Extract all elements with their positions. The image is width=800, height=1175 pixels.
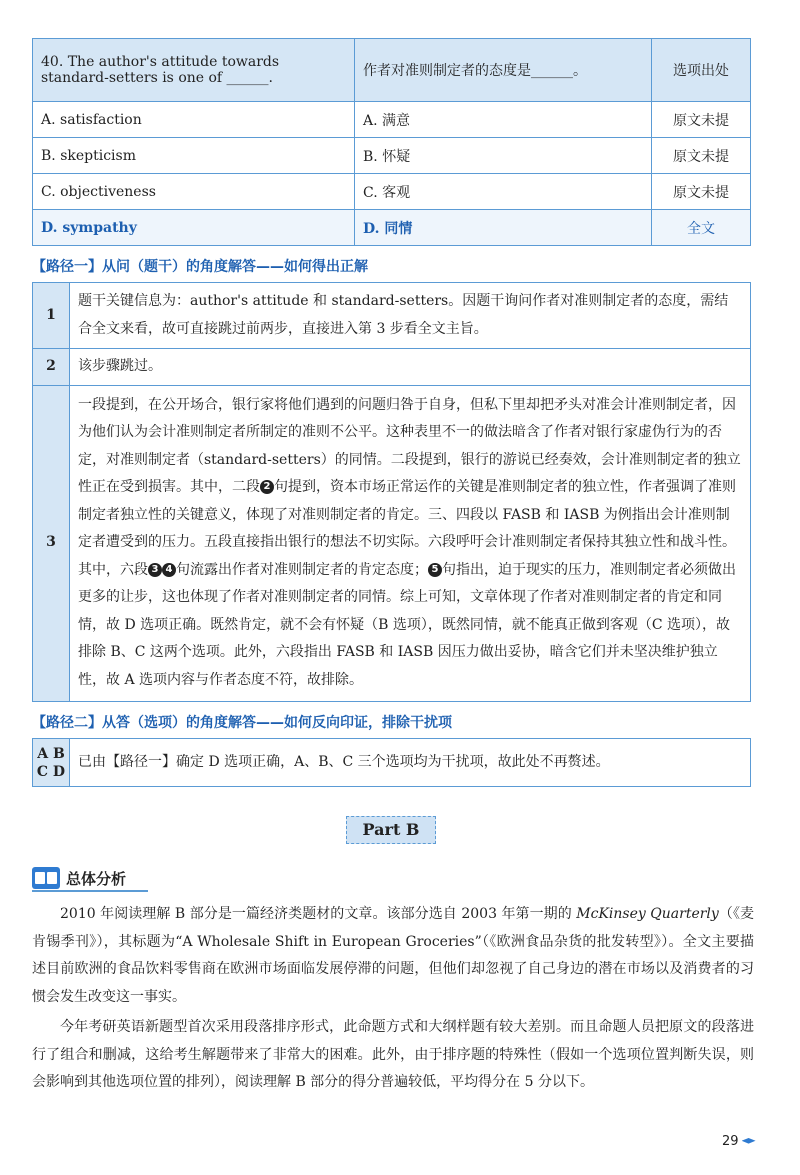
step3-text-3: 句流露出作者对准则制定者的肯定态度； (176, 561, 428, 578)
step-text (70, 385, 751, 701)
step-number: 2 (33, 349, 70, 386)
answer-option-source: 全文 (652, 210, 751, 246)
paragraph-2: 今年考研英语新题型首次采用段落排序形式，此命题方式和大纲样题有较大差别。而且命题人员把原文的段落进行了组合和删减，这给考生解题带来了非常大的困难。此外，由于排序题的特殊性（假如一个选项位置判断失误，则会影响到其他选项位置的排列），阅读理解 B 部分的得分普遍较低，平均得分在 5 分以下。 (32, 1019, 754, 1090)
step-number: 3 (33, 385, 70, 701)
option-zh: B. 怀疑 (355, 138, 652, 174)
sentence-marker: 2 (260, 480, 274, 494)
para1-a: 2010 年阅读理解 B 部分是一篇经济类题材的文章。该部分选自 2003 年第一期的 (60, 906, 577, 922)
options-label (33, 739, 70, 787)
path1-steps-table (32, 282, 751, 702)
step3-text-1: 一段提到，在公开场合，银行家将他们遇到的问题归咎于自身，但私下里却把矛头对准会计准则制定者，因为他们认为会计准则制定者所制定的准则不公平。这种表里不一的做法暗含了作者对银行家虚伪行为的否定，对准则制定者（standard-setters）的同情。二段提到，银行的游说已经奏效，会计准则制定者的独立性正在受到损害。其中，二段 (78, 396, 741, 496)
source-header: 选项出处 (652, 39, 751, 102)
option-source: 原文未提 (652, 174, 751, 210)
book-icon (32, 867, 60, 889)
question-en: 40. The author's attitude towards standard-setters is one of ______. (33, 39, 355, 102)
answer-option-zh: D. 同情 (355, 210, 652, 246)
path2-heading: 【路径二】从答（选项）的角度解答——如何反向印证，排除干扰项 (32, 715, 452, 731)
para1-b: （《麦肯锡季刊》），其标题为“A Wholesale Shift in European Groceries”（《欧洲食品杂货的批发转型》）。全文主要描述目前欧洲的食品饮料零售商在欧洲市场面临发展停滞的问题，但他们却忽视了自己身边的潜在市场以及消费者的习惯会发生改变这一事实。 (32, 906, 755, 1005)
question-table (32, 38, 751, 246)
journal-name: McKinsey Quarterly (576, 906, 719, 922)
sentence-marker: 3 (148, 563, 162, 577)
path2-table (32, 738, 751, 787)
path1-heading: 【路径一】从问（题干）的角度解答——如何得出正解 (32, 259, 368, 275)
sentence-marker: 4 (162, 563, 176, 577)
question-zh: 作者对准则制定者的态度是______。 (355, 39, 652, 102)
option-zh: A. 满意 (355, 102, 652, 138)
section-title: 总体分析 (66, 869, 127, 888)
graduation-cap-icon (742, 1138, 756, 1145)
options-label-bottom: C D (36, 763, 66, 780)
option-en: B. skepticism (33, 138, 355, 174)
option-en: A. satisfaction (33, 102, 355, 138)
option-source: 原文未提 (652, 102, 751, 138)
step-number: 1 (33, 283, 70, 349)
step-text: 题干关键信息为：author's attitude 和 standard-setters。因题干询问作者对准则制定者的态度，需结合全文来看，故可直接跳过前两步，直接进入第 3 步看全文主旨。 (70, 283, 751, 349)
option-source: 原文未提 (652, 138, 751, 174)
sentence-marker: 5 (428, 563, 442, 577)
page-number: 29 (722, 1134, 739, 1149)
path2-text: 已由【路径一】确定 D 选项正确，A、B、C 三个选项均为干扰项，故此处不再赘述。 (70, 739, 751, 787)
part-b-badge: Part B (346, 816, 436, 844)
paragraph-1 (32, 901, 754, 1011)
page-number-area (722, 1134, 756, 1149)
step3-text-2: 句提到，资本市场正常运作的关键是准则制定者的独立性，作者强调了准则制定者独立性的关键意义，体现了对准则制定者的肯定。三、四段以 FASB 和 IASB 为例指出会计准则制定者遭受到的压力。五段直接指出银行的想法不切实际。六段呼吁会计准则制定者保持其独立性和战斗性。其中，六段 (78, 479, 736, 578)
section-header (32, 866, 148, 892)
option-en: C. objectiveness (33, 174, 355, 210)
step3-text-4: 句指出，迫于现实的压力，准则制定者必须做出更多的让步，这也体现了作者对准则制定者的同情。综上可知，文章体现了作者对准则制定者的肯定和同情，故 D 选项正确。既然肯定，就不会有怀疑（B 选项），既然同情，就不能真正做到客观（C 选项），故排除 B、C 这两个选项。此外，六段指出 FASB 和 IASB 因压力做出妥协，暗含它们并未坚决维护独立性，故 A 选项内容与作者态度不符，故排除。 (78, 561, 736, 688)
options-label-top: A B (37, 745, 65, 762)
step-text: 该步骤跳过。 (70, 349, 751, 386)
option-zh: C. 客观 (355, 174, 652, 210)
answer-option-en: D. sympathy (33, 210, 355, 246)
